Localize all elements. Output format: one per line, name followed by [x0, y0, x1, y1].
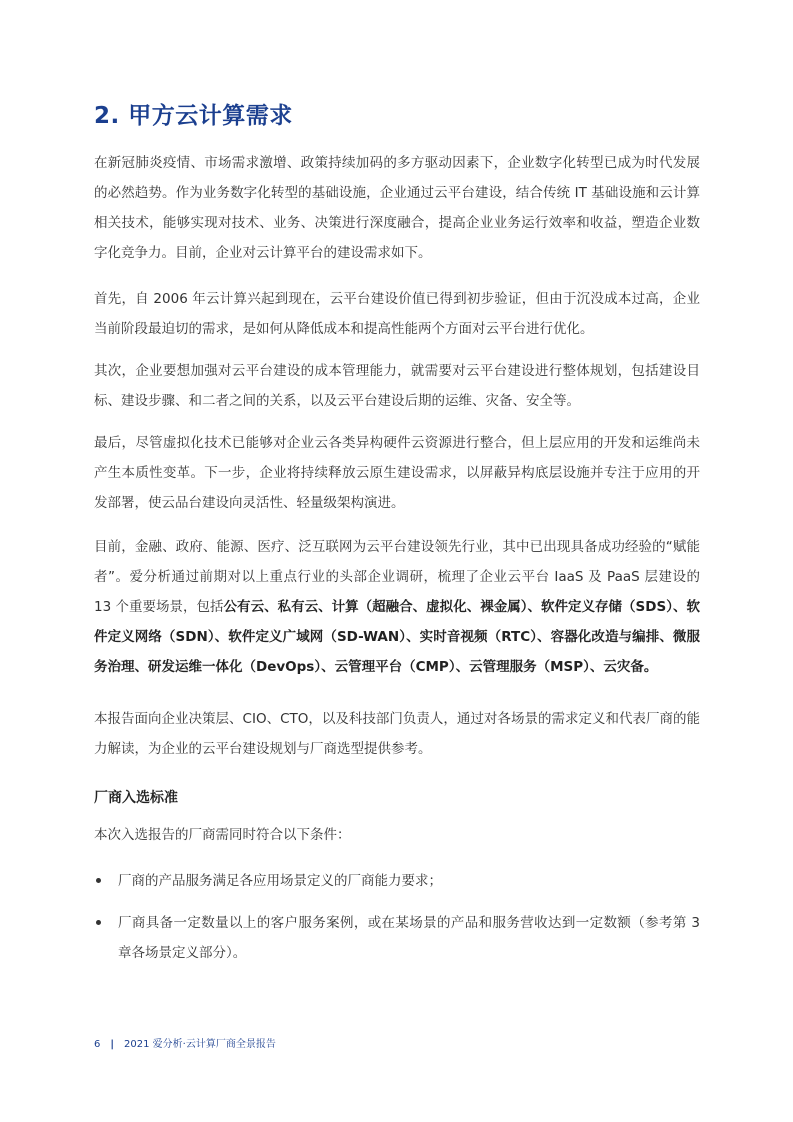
- section-title: 2. 甲方云计算需求: [94, 103, 293, 129]
- criteria-intro: 本次入选报告的厂商需同时符合以下条件：: [94, 827, 351, 843]
- page-number: 6: [94, 1039, 101, 1050]
- intro-paragraph: 在新冠肺炎疫情、市场需求激增、政策持续加码的多方驱动因素下，企业数字化转型已成为时代发展的必然趋势。作为业务数字化转型的基础设施，企业通过云平台建设，结合传统 IT 基础设施和云计算相关技术，能够实现对技术、业务、决策进行深度融合，提高企业业务运行效率和收益，塑造企业数字化竞争力。目前，企业对云计算平台的建设需求如下。: [94, 155, 700, 261]
- scenario-lead-text: 目前，金融、政府、能源、医疗、泛互联网为云平台建设领先行业，其中已出现具备成功经验的“赋能者”。爱分析通过前期对以上重点行业的头部企业调研，梳理了企业云平台 IaaS 及 PaaS 层建设的 13 个重要场景，包括: [94, 539, 700, 615]
- scenario-paragraph: [94, 532, 700, 682]
- scenario-list-text: 公有云、私有云、计算（超融合、虚拟化、裸金属）、软件定义存储（SDS）、软件定义网络（SDN）、软件定义广域网（SD-WAN）、实时音视频（RTC）、容器化改造与编排、微服务治理、研发运维一体化（DevOps）、云管理平台（CMP）、云管理服务（MSP）、云灾备。: [94, 599, 700, 675]
- third-point-paragraph: 最后，尽管虚拟化技术已能够对企业云各类异构硬件云资源进行整合，但上层应用的开发和运维尚未产生本质性变革。下一步，企业将持续释放云原生建设需求，以屏蔽异构底层设施并专注于应用的开发部署，使云品台建设向灵活性、轻量级架构演进。: [94, 435, 700, 511]
- criteria-item: [94, 908, 700, 968]
- footer-separator: |: [110, 1039, 115, 1050]
- criteria-list: [94, 866, 700, 968]
- criteria-item: [94, 866, 700, 896]
- second-point-paragraph: 其次，企业要想加强对云平台建设的成本管理能力，就需要对云平台建设进行整体规划，包括建设目标、建设步骤、和二者之间的关系，以及云平台建设后期的运维、灾备、安全等。: [94, 363, 700, 409]
- report-title: 2021 爱分析·云计算厂商全景报告: [124, 1039, 276, 1050]
- criteria-item-text: 厂商的产品服务满足各应用场景定义的厂商能力要求；: [118, 873, 442, 889]
- page-footer: [94, 1038, 276, 1052]
- criteria-heading: 厂商入选标准: [94, 790, 178, 806]
- criteria-item-text: 厂商具备一定数量以上的客户服务案例，或在某场景的产品和服务营收达到一定数额（参考第 3 章各场景定义部分）。: [118, 915, 700, 961]
- bullet-dot-icon: [96, 920, 101, 925]
- audience-paragraph: 本报告面向企业决策层、CIO、CTO，以及科技部门负责人，通过对各场景的需求定义和代表厂商的能力解读，为企业的云平台建设规划与厂商选型提供参考。: [94, 711, 700, 757]
- bullet-dot-icon: [96, 878, 101, 883]
- first-point-paragraph: 首先，自 2006 年云计算兴起到现在，云平台建设价值已得到初步验证，但由于沉没成本过高，企业当前阶段最迫切的需求，是如何从降低成本和提高性能两个方面对云平台进行优化。: [94, 291, 700, 337]
